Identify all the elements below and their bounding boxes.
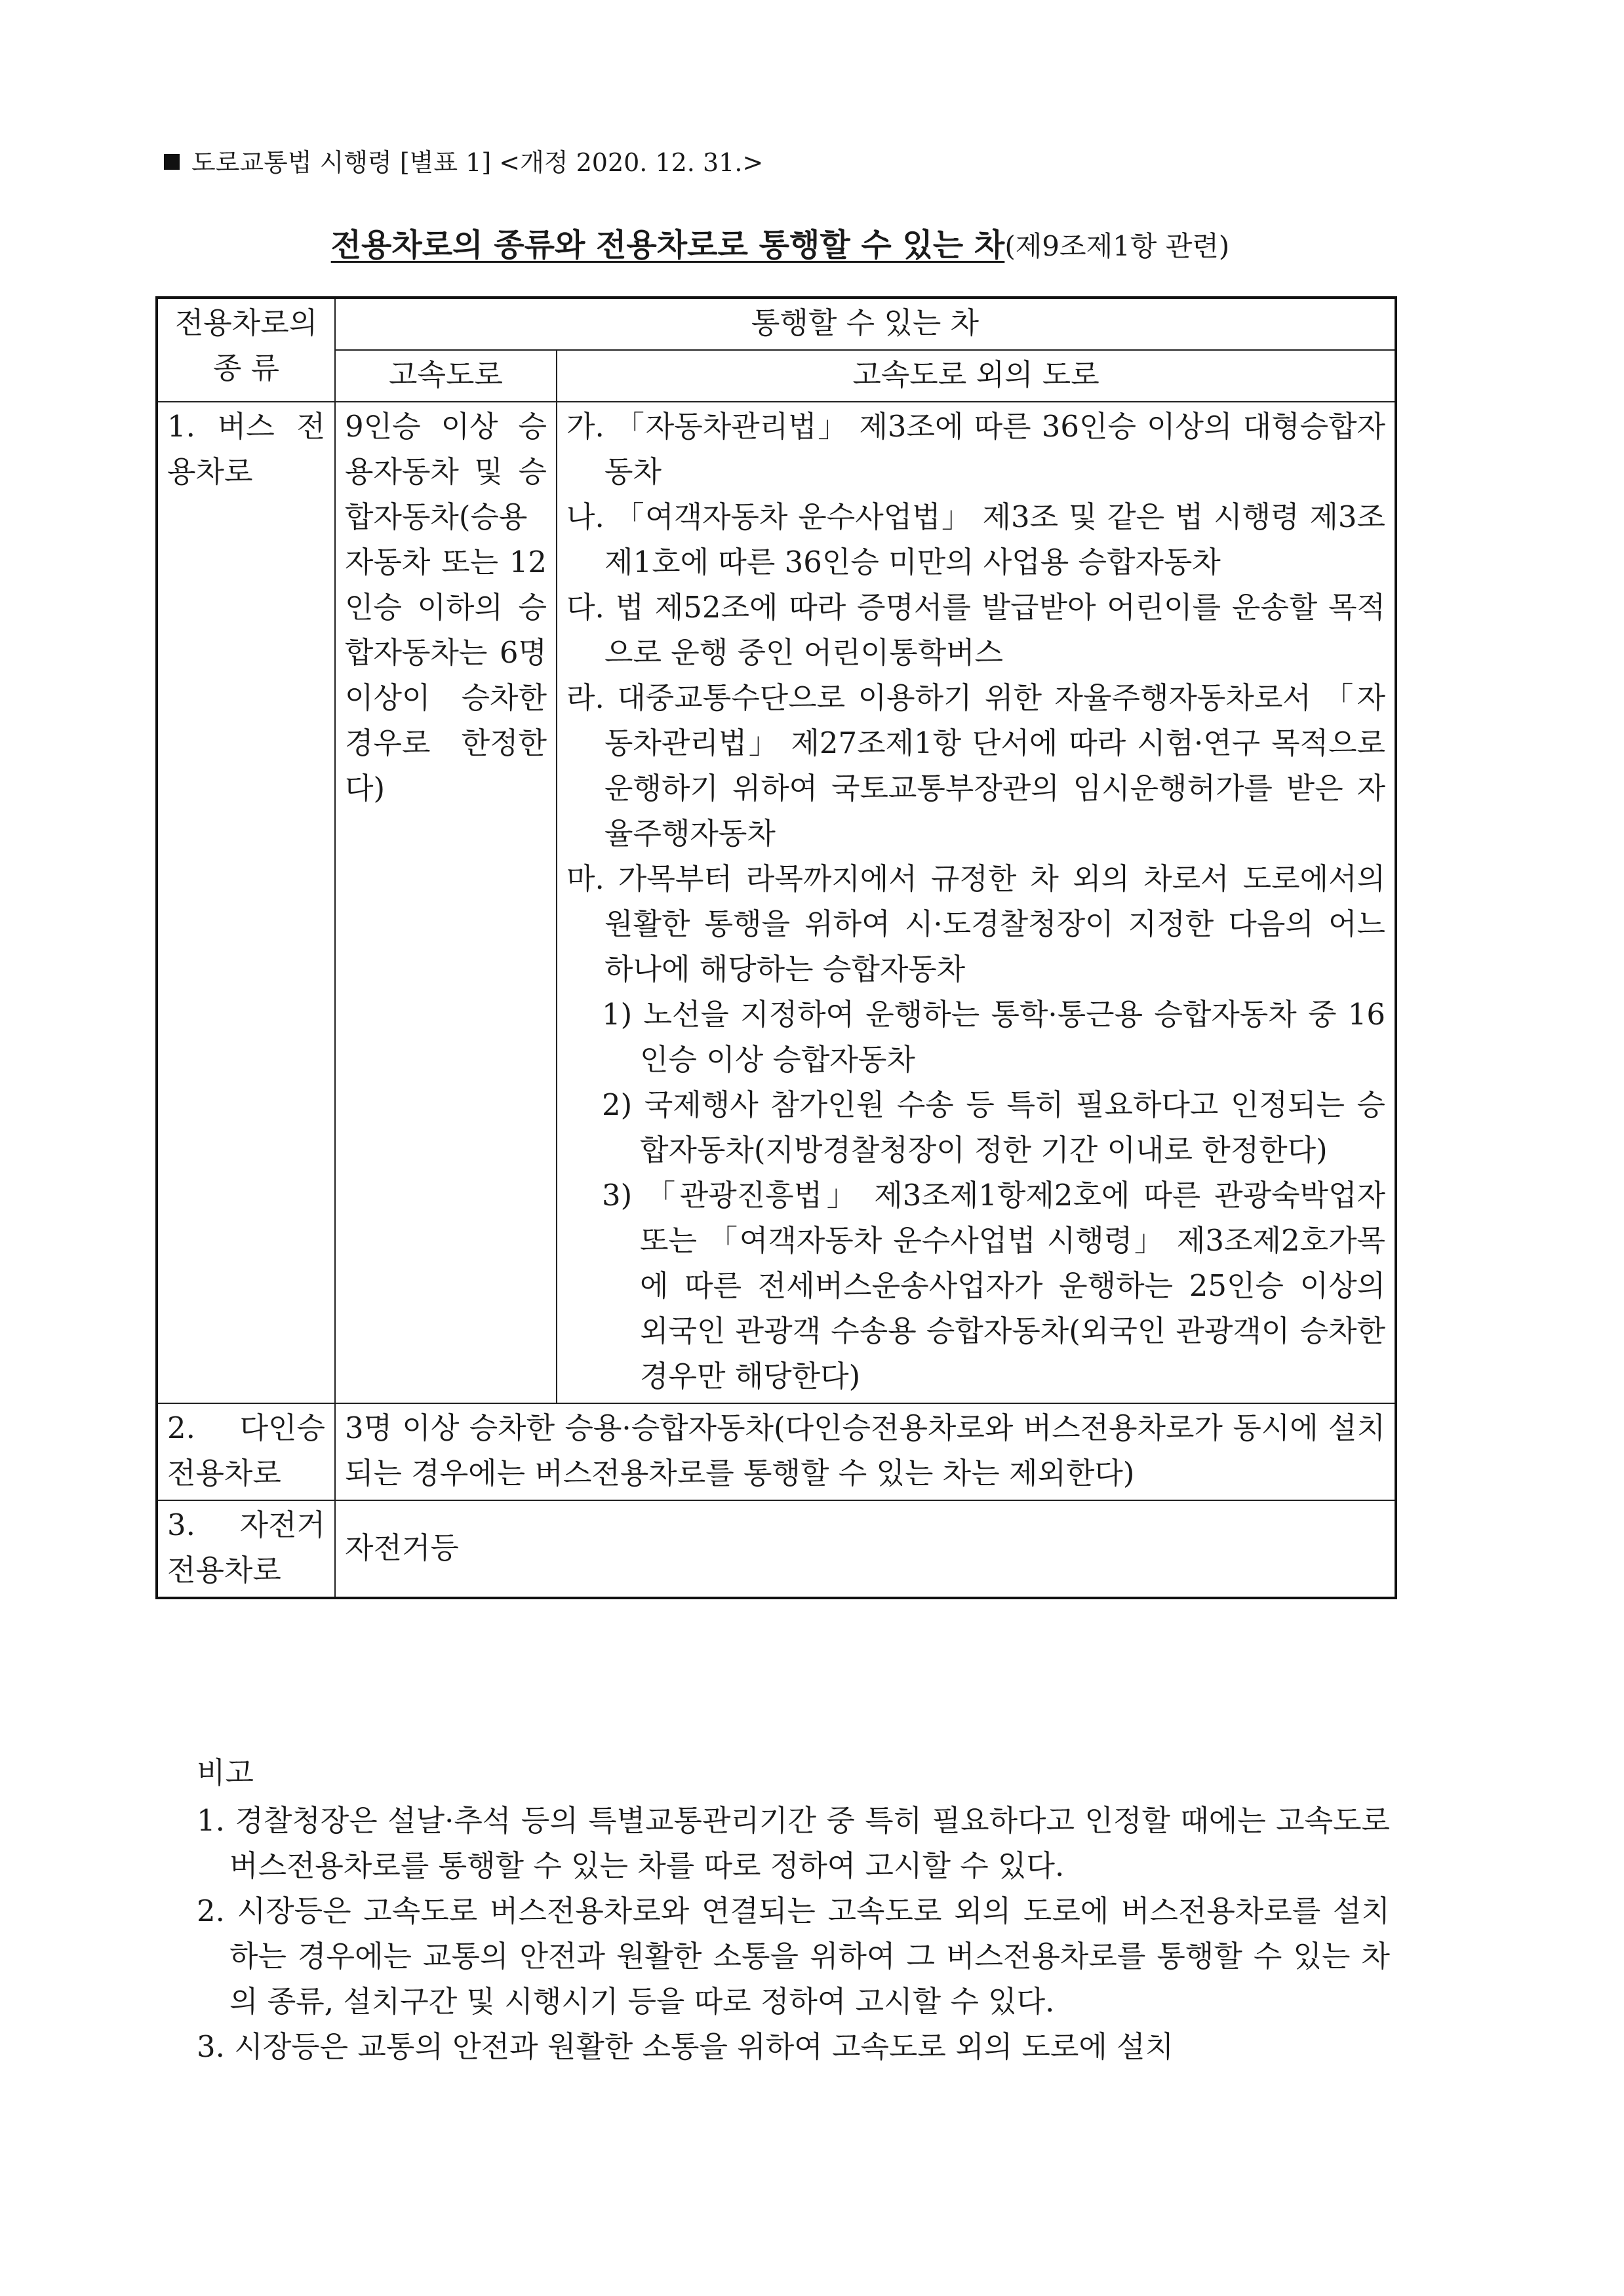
hov-lane-allowed: 3명 이상 승차한 승용·승합자동차(다인승전용차로와 버스전용차로가 동시에 설치되는 경우에는 버스전용차로를 통행할 수 있는 차는 제외한다) xyxy=(335,1403,1396,1500)
header-allowed-vehicles: 통행할 수 있는 차 xyxy=(335,298,1396,350)
title-reference: (제9조제1항 관련) xyxy=(1004,230,1230,262)
note-item: 1. 경찰청장은 설날·추석 등의 특별교통관리기간 중 특히 필요하다고 인정할 때에는 고속도로 버스전용차로를 통행할 수 있는 차를 따로 정하여 고시할 수 있다. xyxy=(197,1803,1390,1883)
title-main: 전용차로의 종류와 전용차로로 통행할 수 있는 차 xyxy=(330,227,1005,263)
lane-table xyxy=(155,296,1397,1599)
list-item: 나. 「여객자동차 운수사업법」 제3조 및 같은 법 시행령 제3조제1호에 따른 36인승 미만의 사업용 승합자동차 xyxy=(566,499,1386,579)
header-expressway: 고속도로 xyxy=(335,350,557,402)
list-item: 라. 대중교통수단으로 이용하기 위한 자율주행자동차로서 「자동차관리법」 제27조제1항 단서에 따라 시험·연구 목적으로 운행하기 위하여 국토교통부장관의 임시운행허가를 받은 자율주행자동차 xyxy=(566,680,1386,851)
table-row-hov-lane xyxy=(157,1403,1396,1500)
note-item: 3. 시장등은 교통의 안전과 원활한 소통을 위하여 고속도로 외의 도로에 설치 xyxy=(197,2029,1174,2064)
square-bullet-icon xyxy=(164,154,180,170)
note-item: 2. 시장등은 고속도로 버스전용차로와 연결되는 고속도로 외의 도로에 버스전용차로를 설치하는 경우에는 교통의 안전과 원활한 소통을 위하여 그 버스전용차로를 통행할 수 있는 차의 종류, 설치구간 및 시행시기 등을 따로 정하여 고시할 수 있다. xyxy=(197,1894,1390,2019)
notes-section xyxy=(197,1750,1390,2069)
sub-list-item: 3) 「관광진흥법」 제3조제1항제2호에 따른 관광숙박업자 또는 「여객자동차 운수사업법 시행령」 제3조제2호가목에 따른 전세버스운송사업자가 운행하는 25인승 이상의 외국인 관광객 수송용 승합자동차(외국인 관광객이 승차한 경우만 해당한다) xyxy=(602,1178,1386,1393)
amendment-date: <개정 2020. 12. 31.> xyxy=(499,148,764,177)
table-row-bicycle-lane xyxy=(157,1500,1396,1598)
list-item: 다. 법 제52조에 따라 증명서를 발급받아 어린이를 운송할 목적으로 운행 중인 어린이통학버스 xyxy=(566,590,1386,670)
law-title: 도로교통법 시행령 [별표 1] xyxy=(191,148,492,177)
sub-list-item: 2) 국제행사 참가인원 수송 등 특히 필요하다고 인정되는 승합자동차(지방경찰청장이 정한 기간 이내로 한정한다) xyxy=(602,1087,1386,1167)
lane-type-bicycle: 3. 자전거 전용차로 xyxy=(157,1500,335,1598)
notes-title: 비고 xyxy=(197,1755,254,1790)
bicycle-lane-allowed: 자전거등 xyxy=(335,1500,1396,1598)
bus-lane-expressway: 9인승 이상 승용자동차 및 승합자동차(승용자동차 또는 12인승 이하의 승합자동차는 6명 이상이 승차한 경우로 한정한다) xyxy=(335,402,557,1403)
table-row-bus-lane xyxy=(157,402,1396,1403)
page-title xyxy=(164,220,1396,265)
header-lane-type: 전용차로의 종 류 xyxy=(157,298,335,402)
list-item: 마. 가목부터 라목까지에서 규정한 차 외의 차로서 도로에서의 원활한 통행을 위하여 시·도경찰청장이 지정한 다음의 어느 하나에 해당하는 승합자동차 xyxy=(566,861,1386,986)
bus-lane-other-roads xyxy=(557,402,1396,1403)
sub-list-item: 1) 노선을 지정하여 운행하는 통학·통근용 승합자동차 중 16인승 이상 승합자동차 xyxy=(602,997,1386,1077)
lane-type-bus: 1. 버스 전용차로 xyxy=(157,402,335,1403)
list-item: 가. 「자동차관리법」 제3조에 따른 36인승 이상의 대형승합자동차 xyxy=(566,409,1386,489)
table-header-row xyxy=(157,298,1396,350)
lane-type-hov: 2. 다인승 전용차로 xyxy=(157,1403,335,1500)
document-header xyxy=(164,143,763,182)
table-subheader-row xyxy=(157,350,1396,402)
header-other-roads: 고속도로 외의 도로 xyxy=(557,350,1396,402)
